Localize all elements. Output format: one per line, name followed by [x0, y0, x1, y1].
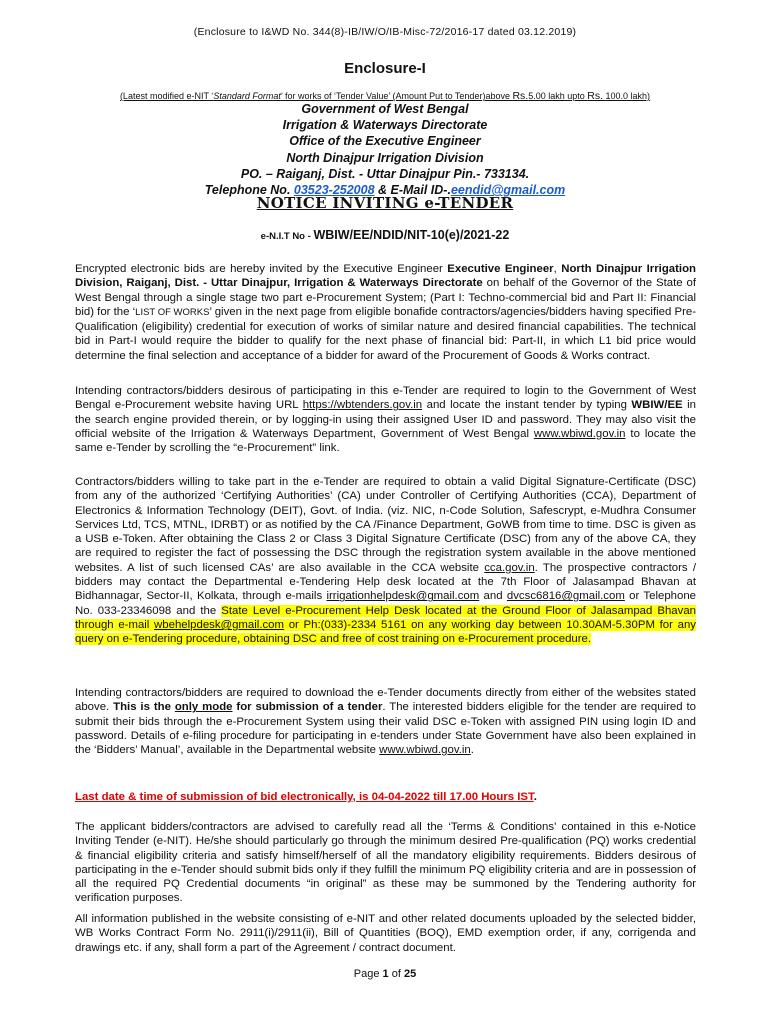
- search-code: WBIW/EE: [631, 399, 683, 412]
- text: Contractors/bidders willing to take part in the e-Tender are required to obtain a valid Digital Signature-Certificate (DSC) from any of the authorized ‘Certifying Authorities’ (CA) under Controller of Certifying Authorities (CCA), Department of Electronics & Information Technology (DEIT), Govt. of India. (viz. NIC, n-Code Solution, Safescrypt, e-Mudhra Consumer Services Ltd, TCS, MTNL, IDRBT) or as notified by the CA /Finance Department, GoWB from time to time. DSC is given as a USB e-Token. After obtaining the Class 2 or Class 3 Digital Signature Certificate (DSC) from any of the above CA, they are required to register the fact of possessing the DSC through the registration system available in the above mentioned websites. A list of such licensed CAs’ are also available in the CCA website: [75, 476, 696, 574]
- directorate-name: Irrigation & Waterways Directorate: [282, 118, 488, 133]
- enclosure-reference: (Enclosure to I&WD No. 344(8)-IB/IW/O/IB-Misc-72/2016-17 dated 03.12.2019): [193, 26, 577, 38]
- rupee-symbol: Rs.: [587, 90, 604, 102]
- text: Intending contractors/bidders desirous of participating in this e-Tender are required to login to the Government of West Bengal e-Procurement website having URL: [75, 385, 696, 412]
- text: .: [533, 791, 537, 803]
- dvcsc-email-link[interactable]: dvcsc6816@gmail.com: [506, 590, 625, 603]
- irrigation-helpdesk-email-link[interactable]: irrigationhelpdesk@gmail.com: [326, 590, 480, 603]
- telephone-link[interactable]: 03523-252008: [293, 183, 375, 198]
- postal-address: PO. – Raiganj, Dist. - Uttar Dinajpur Pin.- 733134.: [240, 166, 530, 181]
- text: or Telephone No. 033-23346098 and the: [75, 590, 696, 617]
- amount-upper: 100.0 lakh): [603, 91, 651, 101]
- paragraph-login: [75, 384, 696, 455]
- nit-prefix: e-N.I.T No -: [260, 231, 314, 242]
- text: to locate the same e-Tender by scrolling the “e-Procurement” link.: [75, 427, 696, 455]
- government-name: Government of West Bengal: [301, 102, 469, 116]
- format-note-text-mid: ’ for works of ‘Tender Value’ (Amount Put to Tender)above: [280, 91, 513, 101]
- submission-deadline: [75, 790, 696, 804]
- bold-text: Executive Engineer: [447, 263, 554, 275]
- paragraph-documents: All information published in the website consisting of e-NIT and other related documents uploaded by the selected bidder, WB Works Contract Form No. 2911(i)/2911(ii), Bill of Quantities (BOQ), EMD exemption order, if any, corrigenda and drawings etc. if any, shall form a part of the Agreement / contract document.: [75, 913, 696, 954]
- paragraph-terms: The applicant bidders/contractors are advised to carefully read all the ‘Terms & Conditions’ contained in this e-Notice Inviting Tender (e-NIT). He/she should particularly go through the minimum desired Pre-qualification (PQ) works credential & financial eligibility criteria and satisfy himself/herself of all the mandatory eligibility requirements. Bidders desirous of participating in the e-Tender should submit bids only if they fulfill the minimum PQ eligibility criteria and are in possession of all the required PQ Credential documents “in original” as these may be summoned by the Tendering authority for verification purposes.: [75, 821, 696, 905]
- list-of-works-text: LIST OF WORKS: [135, 306, 210, 318]
- current-page: 1: [382, 968, 389, 980]
- deadline-text: Last date & time of submission of bid electronically, is 04-04-2022 till 17.00 Hours IST: [75, 791, 534, 803]
- wbiwd-link[interactable]: www.wbiwd.gov.in: [533, 427, 626, 440]
- paragraph-dsc: [75, 475, 696, 647]
- bold-text: for submission of a tender: [232, 701, 383, 714]
- page-label: Page: [353, 968, 383, 980]
- division-name: North Dinajpur Irrigation Division: [286, 150, 484, 165]
- text: on behalf of the Governor of the State of West Bengal through a single stage two part e-Procurement System; (Part I: Techno-commercial bid and Part II: Financial bid) for the ‘: [75, 277, 696, 318]
- text: ’ given in the next page from eligible bonafide contractors/agencies/bidders having specified Pre-Qualification (eligibility) credential for execution of works of similar nature and desired financial capabilities. The technical bid in Part-I would require the bidder to qualify for the next phase of financial bid: Part-II, in which L1 bid price would determine the final selection and acceptance of a bidder for award of the Procurement of Goods & Works contract.: [75, 305, 696, 362]
- wbtenders-link[interactable]: https://wbtenders.gov.in: [302, 399, 423, 412]
- amount-lower: 5.00 lakh upto: [528, 91, 588, 101]
- text: . The interested bidders eligible for the tender are required to submit their bids through the e-Procurement System using their valid DSC e-Token with assigned PIN using login ID and password. Details of e-filing procedure for participating in e-tenders under State Government have also been explained in the ‘Bidders’ Manual’, available in the Departmental website: [75, 701, 696, 757]
- email-link[interactable]: eendid@gmail.com: [450, 183, 566, 198]
- text: and: [479, 590, 507, 603]
- text: ,: [553, 263, 562, 275]
- text: .: [470, 744, 474, 757]
- nit-number-line: [0, 226, 770, 244]
- email-label: & E-Mail ID-.: [374, 183, 451, 198]
- paragraph-invitation: [75, 262, 696, 363]
- format-note-text: (Latest modified e-NIT ‘: [119, 91, 214, 101]
- standard-format-text: Standard Format: [213, 91, 281, 101]
- notice-heading: NOTICE INVITING e-TENDER: [256, 194, 514, 212]
- enclosure-title: Enclosure-I: [344, 60, 426, 77]
- wbehelpdesk-email-link[interactable]: wbehelpdesk@gmail.com: [154, 618, 285, 631]
- page-number: [0, 968, 770, 980]
- bold-text: North Dinajpur Irrigation Division, Raiganj, Dist. - Uttar Dinajpur, Irrigation & Waterways Directorate: [75, 263, 696, 290]
- text: . The prospective contractors / bidders may contact the Departmental e-Tendering Help desk located at the 7th Floor of Jalasampad Bhavan at Bidhannagar, Sector-II, Kolkata, through e-mails: [75, 561, 696, 603]
- rupee-symbol: Rs.: [512, 90, 529, 102]
- office-name: Office of the Executive Engineer: [289, 134, 481, 149]
- highlighted-text: State Level e-Procurement Help Desk located at the Ground Floor of Jalasampad Bhavan through e-mail: [75, 604, 697, 631]
- paragraph-download: [75, 686, 696, 757]
- nit-number: WBIW/EE/NDID/NIT-10(e)/2021-22: [313, 228, 510, 242]
- text: Intending contractors/bidders are required to download the e-Tender documents directly from either of the websites stated above.: [75, 687, 696, 714]
- bold-text: This is the: [113, 701, 175, 714]
- text: in the search engine provided therein, or by logging-in using their assigned User ID and password. They may also visit the official website of the Irrigation & Waterways Department, Government of West Bengal: [75, 399, 697, 440]
- of-label: of: [388, 968, 404, 980]
- cca-link[interactable]: cca.gov.in: [484, 561, 535, 574]
- highlighted-text: or Ph:(033)-2334 5161 on any working day between 10.30AM-5.30PM for any query on e-Tendering procedure, obtaining DSC and free of cost training on e-Procurement procedure.: [75, 618, 696, 646]
- office-address-block: [0, 101, 770, 198]
- text: Encrypted electronic bids are hereby invited by the Executive Engineer: [75, 263, 448, 275]
- wbiwd-link[interactable]: www.wbiwd.gov.in: [379, 744, 471, 757]
- only-mode-text: only mode: [174, 701, 233, 714]
- total-pages: 25: [403, 968, 417, 980]
- text: and locate the instant tender by typing: [422, 399, 632, 412]
- telephone-label: Telephone No.: [204, 183, 294, 198]
